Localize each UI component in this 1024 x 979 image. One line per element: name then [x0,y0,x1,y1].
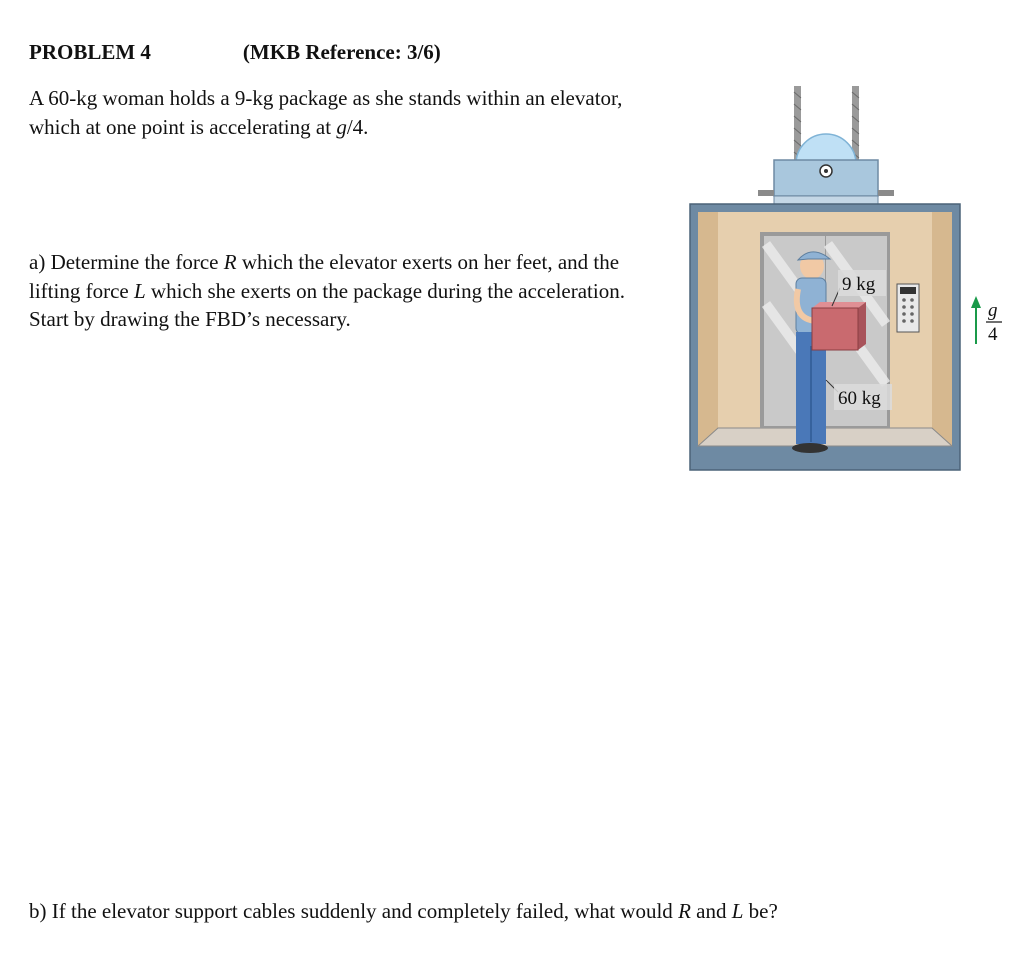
elevator-button-panel [897,284,919,332]
part-b-text-1: b) If the elevator support cables suddenly and completely failed, what would [29,899,679,923]
part-a-text-2: which the elevator exerts on her feet, and the lifting force [29,250,620,303]
elevator-figure [688,84,1018,474]
package-mass-text: 9 kg [842,274,876,295]
acceleration-arrow [971,296,1002,345]
force-r-symbol: R [678,899,691,923]
woman-figure [792,252,830,453]
arrow-up-icon [971,296,981,308]
problem-statement [29,84,649,141]
package-box [812,302,866,350]
intro-text-2: /4. [346,114,369,139]
part-a-text-3: which she exerts on the package during the acceleration. Start by drawing the FBD’s necessary. [29,278,625,331]
problem-number: PROBLEM 4 [29,40,151,64]
accel-numerator: g [988,300,998,321]
intro-text-1: A 60-kg woman holds a 9-kg package as she stands within an elevator, which at one point is accelerating at [29,86,623,139]
part-b-text-3: be? [743,899,778,923]
accel-denominator: 4 [988,324,998,345]
force-r-symbol: R [223,250,237,274]
woman-mass-label [826,380,892,410]
mkb-reference: (MKB Reference: 3/6) [242,40,441,64]
force-l-symbol: L [731,899,744,923]
part-a-question [29,248,669,334]
force-l-symbol: L [133,278,146,303]
part-a-text-1: a) Determine the force [29,250,224,274]
g-symbol: g [336,114,347,139]
part-b-text-2: and [690,899,732,923]
part-b-question [29,897,929,926]
woman-mass-text: 60 kg [838,388,881,409]
pulley-icon [758,134,894,204]
problem-title [29,40,441,65]
